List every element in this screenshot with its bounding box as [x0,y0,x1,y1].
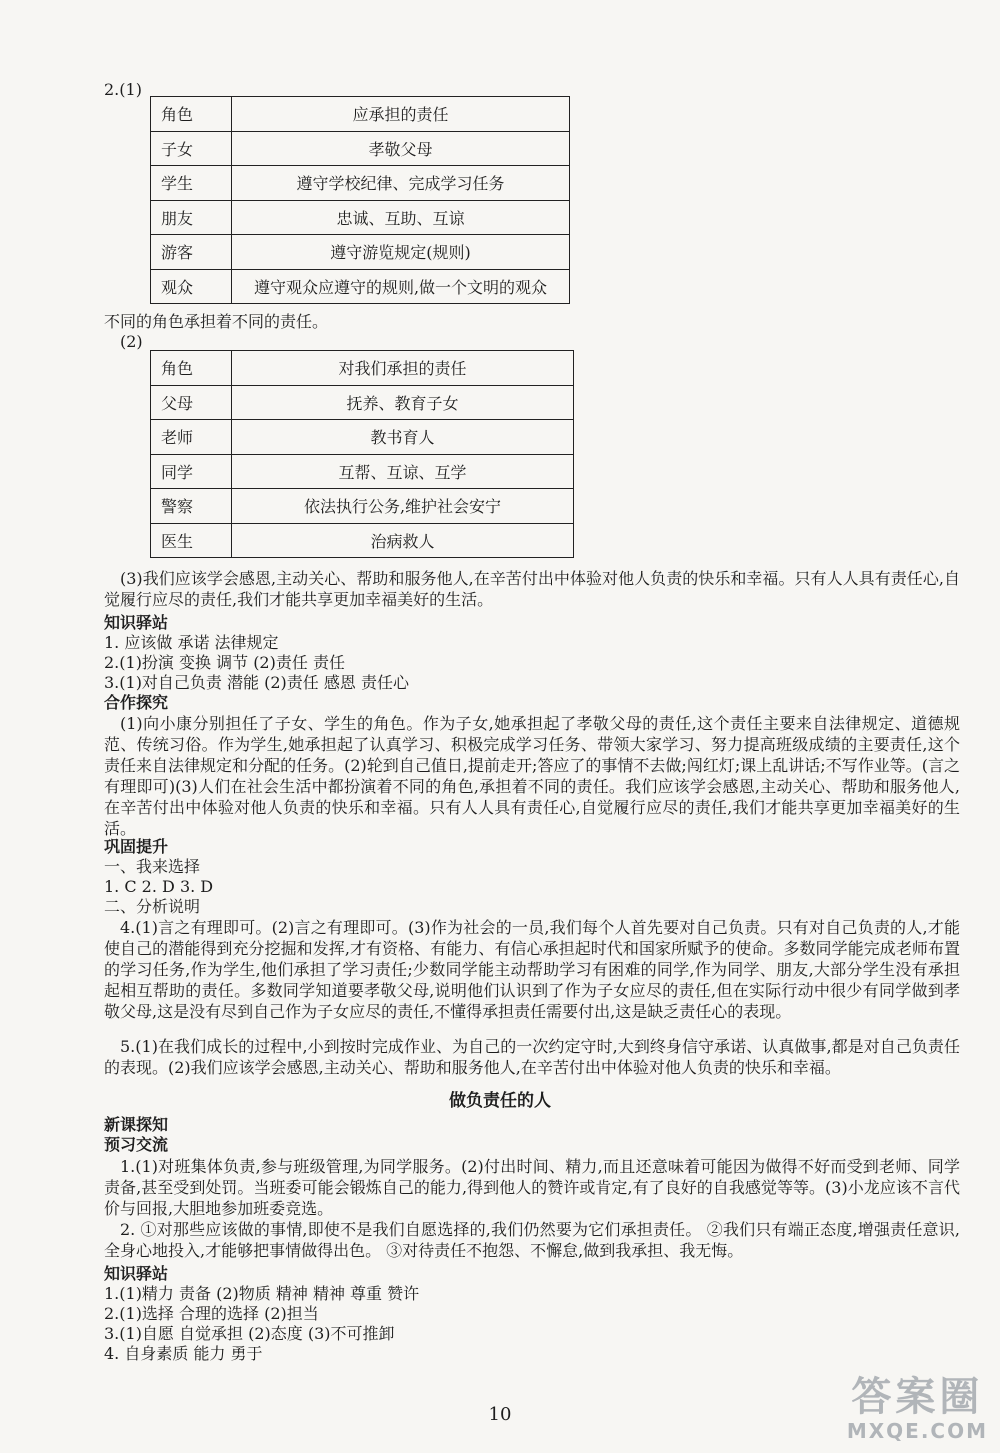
knowledge-1-line: 1. 应该做 承诺 法律规定 [104,633,279,652]
table-row [151,420,574,455]
table-cell: 老师 [151,420,232,455]
table-row [151,523,574,558]
table-cell: 治病救人 [232,523,574,558]
table-cell: 依法执行公务,维护社会安宁 [232,489,574,524]
table-row [151,200,570,235]
table-row [151,235,570,270]
answer-q4: 4.(1)言之有理即可。(2)言之有理即可。(3)作为社会的一员,我们每个人首先要对自己负责。只有对自己负责的人,才能使自己的潜能得到充分挖掘和发挥,才有资格、有能力、有信心承担起时代和国家所赋予的使命。多数同学能完成老师布置的学习任务,作为学生,他们承担了学习责任;少数同学能主动帮助学习有困难的同学,作为同学、朋友,大部分学生没有承担起相互帮助的责任。多数同学知道要孝敬父母,说明他们认识到了作为子女应尽的责任,但在实际行动中很少有同学做到孝敬父母,这是没有尽到自己作为子女应尽的责任,不懂得承担责任需要付出,这是缺乏责任心的表现。 [104,918,960,1021]
table-cell: 医生 [151,523,232,558]
table-cell: 忠诚、互助、互谅 [232,200,570,235]
knowledge-2-line: 4. 自身素质 能力 勇于 [104,1344,263,1363]
section-heading-knowledge-2: 知识驿站 [104,1264,169,1283]
knowledge-1-line: 2.(1)扮演 变换 调节 (2)责任 责任 [104,653,345,672]
table-header-row [151,97,570,132]
subsection-analysis: 二、分析说明 [104,897,201,916]
table-row [151,166,570,201]
table-row [151,269,570,304]
knowledge-2-line: 3.(1)自愿 自觉承担 (2)态度 (3)不可推卸 [104,1324,395,1343]
answer-2-3: (3)我们应该学会感恩,主动关心、帮助和服务他人,在辛苦付出中体验对他人负责的快乐和幸福。只有人人具有责任心,自觉履行应尽的责任,我们才能共享更加幸福美好的生活。 [104,569,960,609]
table-cell: 同学 [151,454,232,489]
watermark-url: MXQE.COM [846,1419,988,1443]
table-header-row [151,351,574,386]
table-cell: 抚养、教育子女 [232,385,574,420]
question-2-2-label: (2) [120,332,143,351]
knowledge-2-line: 2.(1)选择 合理的选择 (2)担当 [104,1304,319,1323]
knowledge-2-line: 1.(1)精力 责备 (2)物质 精神 精神 尊重 赞许 [104,1284,420,1303]
table-header-cell: 对我们承担的责任 [232,351,574,386]
table-cell: 学生 [151,166,232,201]
table-cell: 遵守学校纪律、完成学习任务 [232,166,570,201]
table-header-cell: 应承担的责任 [232,97,570,132]
section-heading-knowledge-1: 知识驿站 [104,613,169,632]
table1-note: 不同的角色承担着不同的责任。 [104,312,329,331]
watermark-text: 答案圈 [851,1374,984,1420]
table-cell: 父母 [151,385,232,420]
table-cell: 警察 [151,489,232,524]
table-cell: 孝敬父母 [232,131,570,166]
preview-answer-1: 1.(1)对班集体负责,参与班级管理,为同学服务。(2)付出时间、精力,而且还意味着可能因为做得不好而受到老师、同学责备,甚至受到处罚。当班委可能会锻炼自己的能力,得到他人的赞许或肯定,有了良好的自我感觉等等。(3)小龙应该不言代价与回报,大胆地参加班委竞选。 [104,1157,960,1218]
table-cell: 观众 [151,269,232,304]
table-header-cell: 角色 [151,351,232,386]
roles-responsibilities-table [150,96,570,304]
table-row [151,454,574,489]
section-heading-cooperation: 合作探究 [104,693,169,712]
table-cell: 教书育人 [232,420,574,455]
table-cell: 子女 [151,131,232,166]
table-cell: 朋友 [151,200,232,235]
table-row [151,131,570,166]
watermark-logo [847,1375,988,1443]
table-cell: 遵守游览规定(规则) [232,235,570,270]
table-cell: 游客 [151,235,232,270]
others-responsibilities-table [150,350,574,558]
table-cell: 遵守观众应遵守的规则,做一个文明的观众 [232,269,570,304]
page-number: 10 [488,1404,512,1425]
section-heading-preview: 预习交流 [104,1135,169,1154]
subsection-choice: 一、我来选择 [104,857,201,876]
choice-answers: 1. C 2. D 3. D [104,877,214,896]
table-header-cell: 角色 [151,97,232,132]
section-title: 做负责任的人 [449,1091,551,1111]
answer-q5: 5.(1)在我们成长的过程中,小到按时完成作业、为自己的一次约定守时,大到终身信守承诺、认真做事,都是对自己负责任的表现。(2)我们应该学会感恩,主动关心、帮助和服务他人,在辛苦付出中体验对他人负责的快乐和幸福。 [104,1037,960,1077]
section-heading-new-lesson: 新课探知 [104,1115,169,1134]
preview-answer-2: 2. ①对那些应该做的事情,即使不是我们自愿选择的,我们仍然要为它们承担责任。 ②我们只有端正态度,增强责任意识,全身心地投入,才能够把事情做得出色。 ③对待责任不抱怨、不懈怠,做到我承担、我无悔。 [104,1220,960,1260]
question-2-1-label: 2.(1) [104,80,142,99]
table-row [151,489,574,524]
table-row [151,385,574,420]
table-cell: 互帮、互谅、互学 [232,454,574,489]
section-heading-consolidation: 巩固提升 [104,837,169,856]
knowledge-1-line: 3.(1)对自己负责 潜能 (2)责任 感恩 责任心 [104,673,409,692]
cooperation-answer: (1)向小康分别担任了子女、学生的角色。作为子女,她承担起了孝敬父母的责任,这个责任主要来自法律规定、道德规范、传统习俗。作为学生,她承担起了认真学习、积极完成学习任务、带领大家学习、努力提高班级成绩的主要责任,这个责任来自法律规定和分配的任务。(2)轮到自己值日,提前走开;答应了的事情不去做;闯红灯;课上乱讲话;不写作业等。(言之有理即可)(3)人们在社会生活中都扮演着不同的角色,承担着不同的责任。我们应该学会感恩,主动关心、帮助和服务他人,在辛苦付出中体验对他人负责的快乐和幸福。只有人人具有责任心,自觉履行应尽的责任,我们才能共享更加幸福美好的生活。 [104,714,960,838]
